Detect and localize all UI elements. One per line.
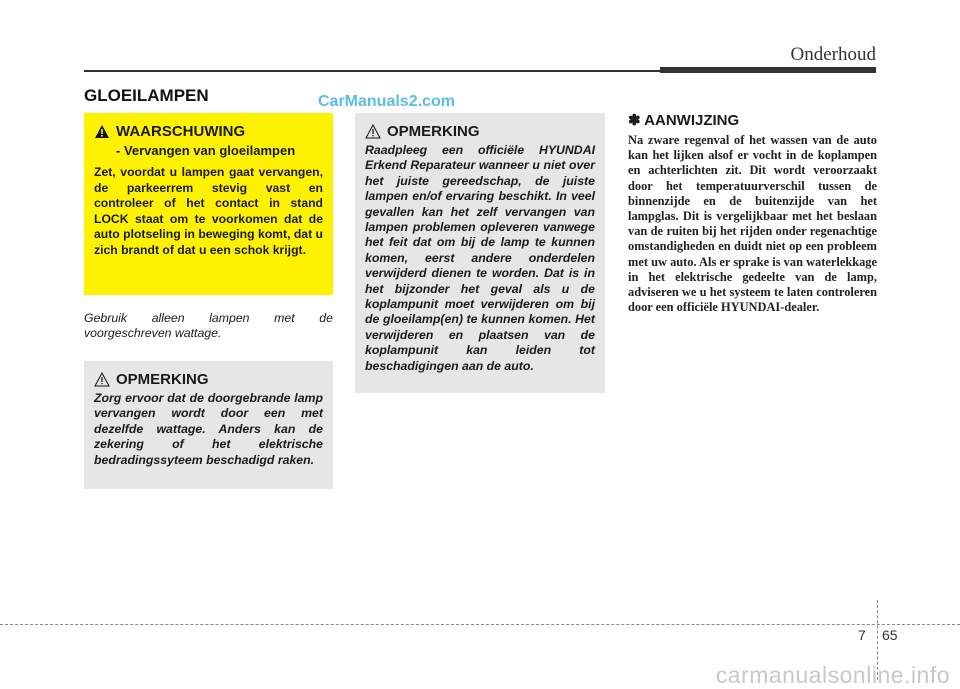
note-box-wattage (84, 361, 333, 489)
chapter-title: Onderhoud (790, 44, 876, 65)
body-paragraph: Gebruik alleen lampen met de voorgeschreven wattage. (84, 311, 333, 341)
header-rule (84, 70, 660, 72)
warning-box (84, 113, 333, 295)
note-body: Raadpleeg een officiële HYUNDAI Erkend Reparateur wanneer u niet over het juiste gereedschap, de juiste lampen en/of ervaring beschikt. In veel gevallen kan het zelf vervangen van lampen problemen opleveren vanwege het feit dat om bij de lamp te kunnen komen, eerst andere onderdelen verwijderd dienen te worden. Dat is in het bijzonder het geval als u de koplampunit moet verwijderen om bij de gloeilamp(en) te kunnen komen. Het verwijderen en plaatsen van de koplampunit kan leiden tot beschadigingen aan de auto. (365, 143, 595, 373)
warning-triangle-icon (94, 124, 110, 139)
header-rule-accent (660, 67, 876, 73)
warning-header (94, 123, 323, 140)
footer-watermark-link[interactable]: carmanualsonline.info (715, 662, 950, 688)
note-body: Zorg ervoor dat de doorgebrande lamp vervangen wordt door een met dezelfde wattage. Anders kan de zekering of het elektrische bedradingssyteem beschadigd raken. (94, 391, 323, 467)
warning-subtitle: - Vervangen van gloeilampen (116, 143, 296, 158)
tip-title: ✽ AANWIJZING (628, 112, 740, 129)
watermark-link[interactable]: CarManuals2.com (318, 93, 455, 110)
note-title: OPMERKING (116, 371, 209, 388)
warning-title: WAARSCHUWING (116, 123, 246, 140)
page-number: 65 (882, 627, 898, 643)
note-title: OPMERKING (387, 123, 480, 140)
tip-body: Na zware regenval of het wassen van de auto kan het lijken alsof er vocht in de koplampen en achterlichten zit. Dit wordt veroorzaakt door het temperatuurverschil tussen de binnenzijde en de buitenzijde van het lampglas. Dit is vergelijkbaar met het beslaan van de ruiten bij het rijden onder regenachtige omstandigheden en duidt niet op een probleem met uw auto. Als er sprake is van waterlekkage in het elektrische gedeelte van de lamp, adviseren we u het systeem te laten controleren door een officiële HYUNDAI-dealer. (628, 133, 877, 315)
note-header (94, 371, 323, 388)
page-chapter: 7 (858, 627, 866, 643)
warning-body: Zet, voordat u lampen gaat vervangen, de parkeerrem stevig vast en controleer of het contact in stand LOCK staat om te voorkomen dat de auto plotseling in beweging komt, dat u zich brandt of dat u een schok krijgt. (94, 165, 323, 257)
note-header (365, 123, 595, 140)
caution-triangle-icon (365, 124, 381, 139)
caution-triangle-icon (94, 372, 110, 387)
footer-divider (0, 624, 960, 625)
note-box-dealer (355, 113, 605, 393)
section-title: GLOEILAMPEN (84, 86, 209, 105)
